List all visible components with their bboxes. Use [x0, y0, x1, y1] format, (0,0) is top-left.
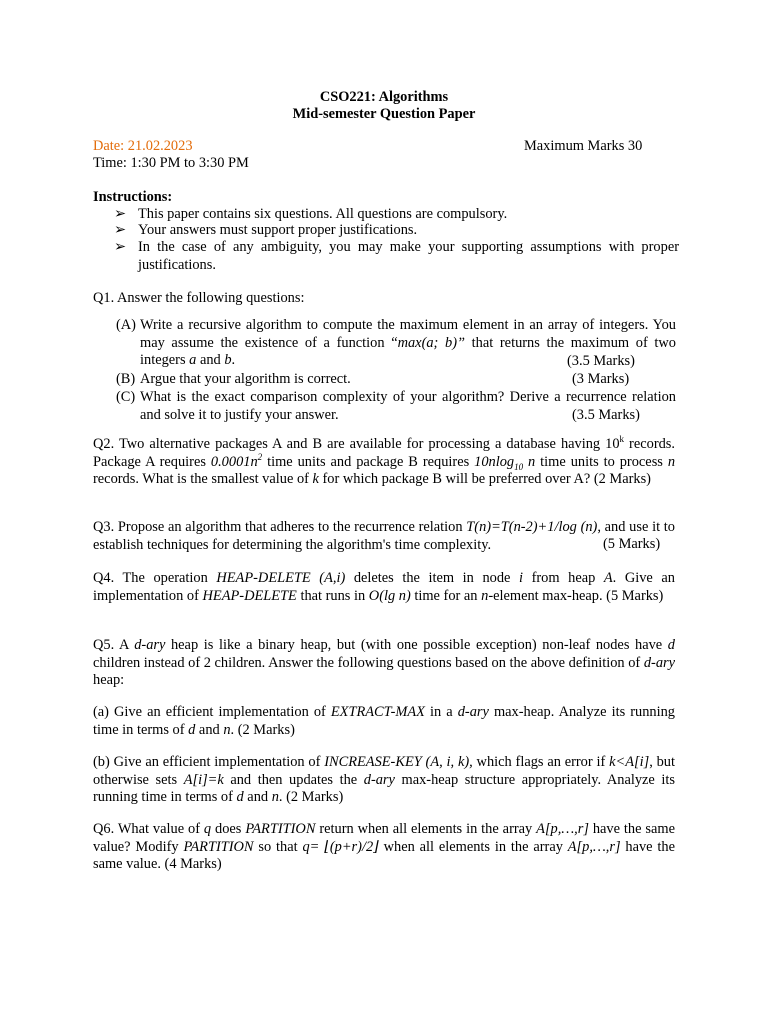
exam-date: Date: 21.02.2023 — [93, 138, 193, 154]
bullet-arrow-icon: ➢ — [114, 222, 127, 238]
bullet-arrow-icon: ➢ — [114, 239, 127, 255]
q4-question: Q4. The operation HEAP-DELETE (A,i) deletes the item in node i from heap A. Give an implementation of HEAP-DELETE that runs in O(lg n) time for an n-element max-heap. (5 Marks) — [93, 570, 675, 604]
q5-part-b: (b) Give an efficient implementation of INCREASE-KEY (A, i, k), which flags an error if k<A[i], but otherwise sets A[i]=k and then updates the d-ary max-heap structure appropriately. Analyze its running time in terms of d and n. (2 Marks) — [93, 754, 675, 805]
q1-part-c: (C) What is the exact comparison complexity of your algorithm? Derive a recurrence relation and solve it to justify your answer. — [116, 389, 676, 423]
paper-title: Mid-semester Question Paper — [292, 106, 476, 122]
instruction-item: ➢ Your answers must support proper justifications. — [114, 222, 418, 238]
q1-c-marks: (3.5 Marks) — [572, 407, 640, 423]
q1-stem: Q1. Answer the following questions: — [93, 290, 305, 306]
q1-b-marks: (3 Marks) — [572, 371, 630, 387]
q2-question: Q2. Two alternative packages A and B are available for processing a database having 10$^k$ records. Package A requires $0.0001n^2$ time units and package B requires 10nlog$_{10}$ n time units to process n records. What is the smallest value of k for which package B will be preferred over A? (2 Marks) — [93, 434, 676, 487]
maximum-marks: Maximum Marks 30 — [524, 138, 643, 154]
q1-part-a: (A) Write a recursive algorithm to compute the maximum element in an array of integers. You may assume the existence of a function “max(a; b)” that returns the maximum of two integers a and b. — [116, 317, 676, 368]
q3-question: Q3. Propose an algorithm that adheres to the recurrence relation T(n)=T(n-2)+1/log (n), and use it to establish techniques for determining the algorithm's time complexity. — [93, 519, 675, 553]
q5-part-a: (a) Give an efficient implementation of EXTRACT-MAX in a d-ary max-heap. Analyze its running time in terms of d and n. (2 Marks) — [93, 704, 676, 738]
bullet-arrow-icon: ➢ — [114, 206, 127, 222]
exam-time: Time: 1:30 PM to 3:30 PM — [93, 155, 249, 171]
q3-marks: (5 Marks) — [603, 536, 661, 552]
instructions-heading: Instructions: — [93, 189, 173, 205]
course-title: CSO221: Algorithms — [319, 89, 449, 105]
instruction-item: ➢ In the case of any ambiguity, you may make your supporting assumptions with proper justifications. — [114, 239, 679, 273]
q5-question: Q5. A d-ary heap is like a binary heap, but (with one possible exception) non-leaf nodes have d children instead of 2 children. Answer the following questions based on the above definition of d-ary heap: — [93, 637, 675, 688]
q1-part-b: (B) Argue that your algorithm is correct. — [116, 371, 351, 387]
instruction-item: ➢ This paper contains six questions. All questions are compulsory. — [114, 206, 508, 222]
q6-question: Q6. What value of q does PARTITION return when all elements in the array A[p,…,r] have the same value? Modify PARTITION so that q= ⌊(p+r)/2⌋ when all elements in the array A[p,…,r] have the same value. (4 Marks) — [93, 821, 675, 872]
q1-a-marks: (3.5 Marks) — [567, 353, 635, 369]
